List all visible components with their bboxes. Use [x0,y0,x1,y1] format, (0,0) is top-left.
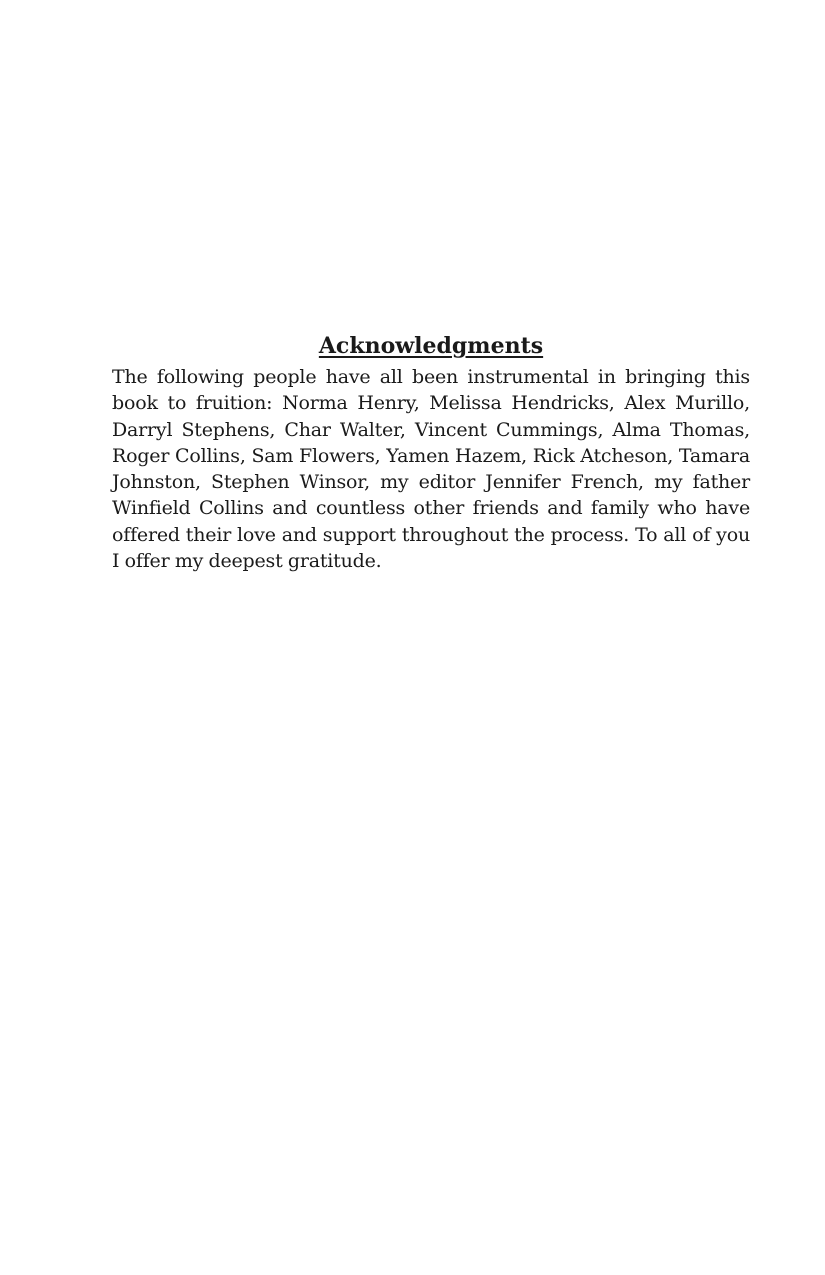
page-title: Acknowledgments [318,333,544,359]
acknowledgments-paragraph: The following people have all been instrumental in bringing this book to fruition: Norma Henry, Melissa Hendricks, Alex Murillo, Darryl Stephens, Char Walter, Vincent Cummings, Alma Thomas, Roger Collins, Sam Flowers, Yamen Hazem, Rick Atcheson, Tamara Johnston, Stephen Winsor, my editor Jennifer French, my father Winfield Collins and countless other friends and family who have offered their love and support throughout the process. To all of you I offer my deepest gratitude. [112,366,750,573]
acknowledgments-section [112,332,750,574]
